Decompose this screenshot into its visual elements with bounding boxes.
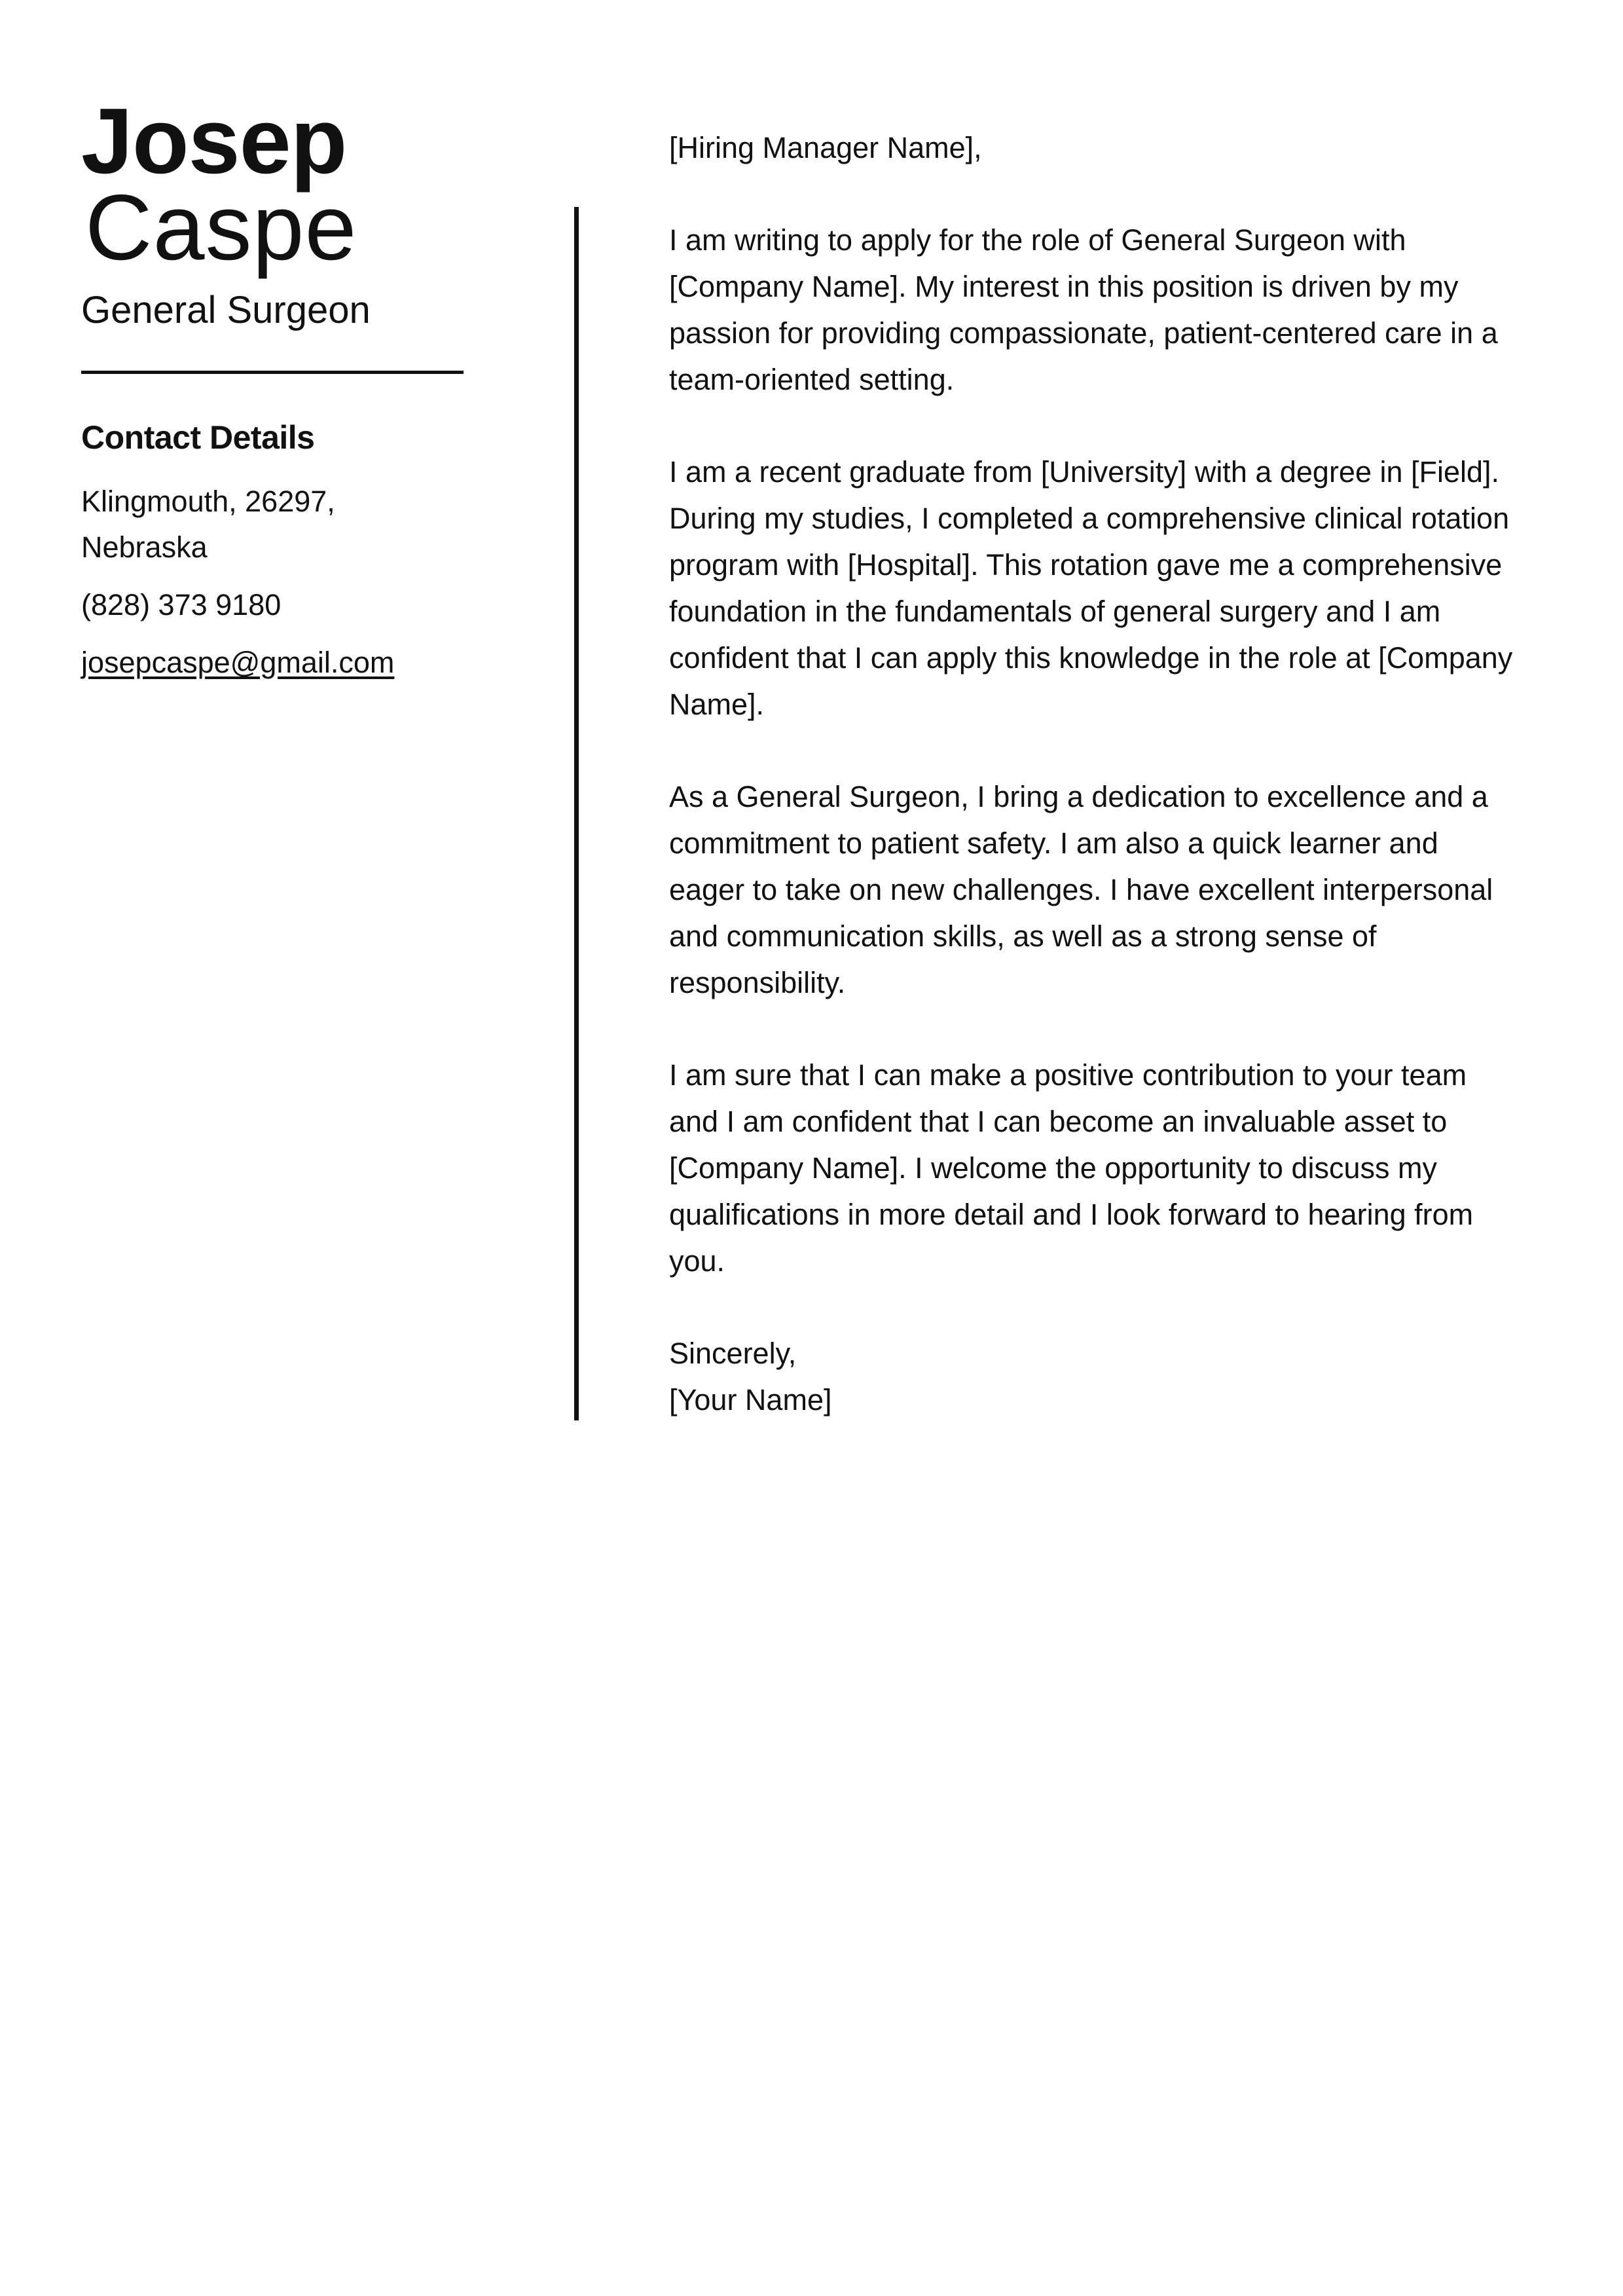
contact-details-heading: Contact Details [81, 419, 315, 456]
letter-paragraph: I am writing to apply for the role of General Surgeon with [Company Name]. My interest in this position is driven by my passion for providing compassionate, patient-centered care in a team-oriented setting. [669, 223, 1498, 396]
contact-phone: (828) 373 9180 [81, 588, 282, 621]
contact-address: Klingmouth, 26297, Nebraska [81, 485, 335, 564]
last-name: Caspe [85, 176, 357, 280]
letter-paragraph: I am a recent graduate from [University] with a degree in [Field]. During my studies, I completed a comprehensive clinical rotation program with [Hospital]. This rotation gave me a comprehensive foundation in the fundamentals of general surgery and I am confident that I can apply this knowledge in the role at [Company Name]. [669, 455, 1513, 721]
letter-paragraph: As a General Surgeon, I bring a dedication to excellence and a commitment to patient safety. I am also a quick learner and eager to take on new challenges. I have excellent interpersonal and communication skills, as well as a strong sense of responsibility. [669, 780, 1493, 999]
header-divider [81, 371, 464, 374]
closing: Sincerely, [669, 1337, 797, 1370]
vertical-divider [574, 207, 579, 1420]
signature: [Your Name] [669, 1383, 832, 1416]
contact-email-link[interactable]: josepcaspe@gmail.com [81, 646, 395, 679]
letter-body [669, 124, 1520, 1423]
salutation: [Hiring Manager Name], [669, 131, 982, 164]
job-title: General Surgeon [81, 289, 371, 331]
letter-paragraph: I am sure that I can make a positive contribution to your team and I am confident that I can become an invaluable asset to [Company Name]. I welcome the opportunity to discuss my qualifications in more detail and I look forward to hearing from you. [669, 1058, 1474, 1278]
sidebar [81, 89, 474, 686]
first-name: Josep [81, 89, 347, 193]
